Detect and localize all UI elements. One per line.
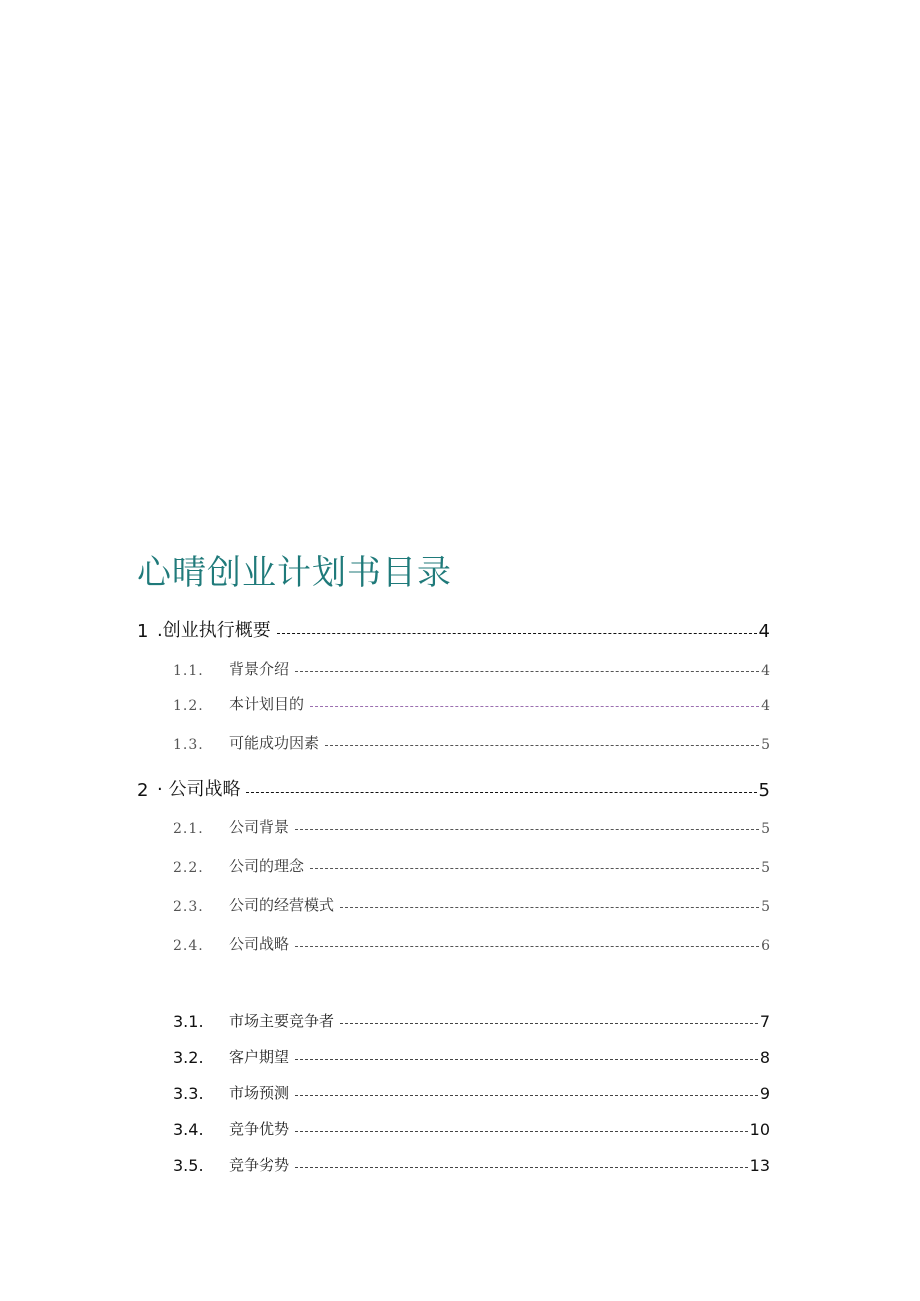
toc-section-2[interactable] [137,773,770,801]
toc-section-1[interactable] [137,614,770,642]
toc-item-3-3[interactable] [173,1079,770,1103]
toc-page-number: 8 [759,1048,770,1067]
toc-item-number: 1.3. [173,737,204,753]
toc-item-number: 2.2. [173,860,204,876]
toc-item-title: 市场主要竞争者 [229,1012,335,1030]
toc-item-title: 客户期望 [229,1048,290,1066]
toc-item-title: 竞争优势 [229,1120,290,1138]
toc-item-title: 公司战略 [229,935,290,953]
toc-item-number: 1.1. [173,663,204,679]
toc-page-number: 5 [761,860,770,876]
toc-section-number: 2 [137,780,149,801]
toc-item-1-3[interactable] [173,731,770,753]
toc-page-number: 5 [758,780,770,801]
toc-item-number: 3.4. [173,1120,204,1139]
toc-page-number: 6 [761,938,770,954]
toc-page-number: 4 [758,621,770,642]
toc-item-title: 可能成功因素 [229,734,320,752]
toc-leader [325,745,759,746]
toc-item-2-1[interactable] [173,815,770,837]
toc-leader [295,829,759,830]
document-title: 心晴创业计划书目录 [137,553,452,593]
toc-page-number: 5 [761,737,770,753]
toc-page-number: 4 [761,663,770,679]
toc-item-3-1[interactable] [173,1007,770,1031]
toc-leader [295,671,759,672]
toc-item-number: 3.3. [173,1084,204,1103]
toc-item-number: 3.2. [173,1048,204,1067]
toc-item-number: 3.1. [173,1012,204,1031]
toc-leader [295,1059,758,1060]
toc-leader [295,1131,748,1132]
toc-item-1-2[interactable] [173,692,770,714]
toc-item-3-4[interactable] [173,1115,770,1139]
toc-page-number: 13 [749,1156,770,1175]
toc-leader [295,1095,758,1096]
toc-item-title: 公司的经营模式 [229,896,335,914]
toc-item-title: 本计划目的 [229,695,305,713]
toc-item-number: 2.1. [173,821,204,837]
toc-item-number: 2.4. [173,938,204,954]
toc-leader [340,907,759,908]
toc-item-number: 1.2. [173,698,204,714]
toc-item-number: 3.5. [173,1156,204,1175]
toc-item-3-5[interactable] [173,1151,770,1175]
toc-item-title: 公司背景 [229,818,290,836]
toc-leader [246,792,756,793]
toc-item-2-3[interactable] [173,893,770,915]
toc-section-title: · 公司战略 [157,779,241,800]
toc-leader [310,868,759,869]
toc-item-2-4[interactable] [173,932,770,954]
toc-leader [295,946,759,947]
toc-item-title: 市场预测 [229,1084,290,1102]
toc-page-number: 5 [761,821,770,837]
toc-item-1-1[interactable] [173,657,770,679]
toc-page-number: 9 [759,1084,770,1103]
toc-page-number: 7 [759,1012,770,1031]
toc-section-title: .创业执行概要 [157,620,271,641]
toc-page-number: 5 [761,899,770,915]
toc-item-3-2[interactable] [173,1043,770,1067]
toc-leader [310,706,759,707]
toc-section-number: 1 [137,621,149,642]
toc-leader [340,1023,758,1024]
toc-item-title: 公司的理念 [229,857,305,875]
toc-leader [295,1167,748,1168]
toc-item-number: 2.3. [173,899,204,915]
toc-page-number: 10 [749,1120,770,1139]
toc-item-title: 竞争劣势 [229,1156,290,1174]
toc-item-2-2[interactable] [173,854,770,876]
toc-item-title: 背景介绍 [229,660,290,678]
toc-leader [277,633,757,634]
toc-page-number: 4 [761,698,770,714]
